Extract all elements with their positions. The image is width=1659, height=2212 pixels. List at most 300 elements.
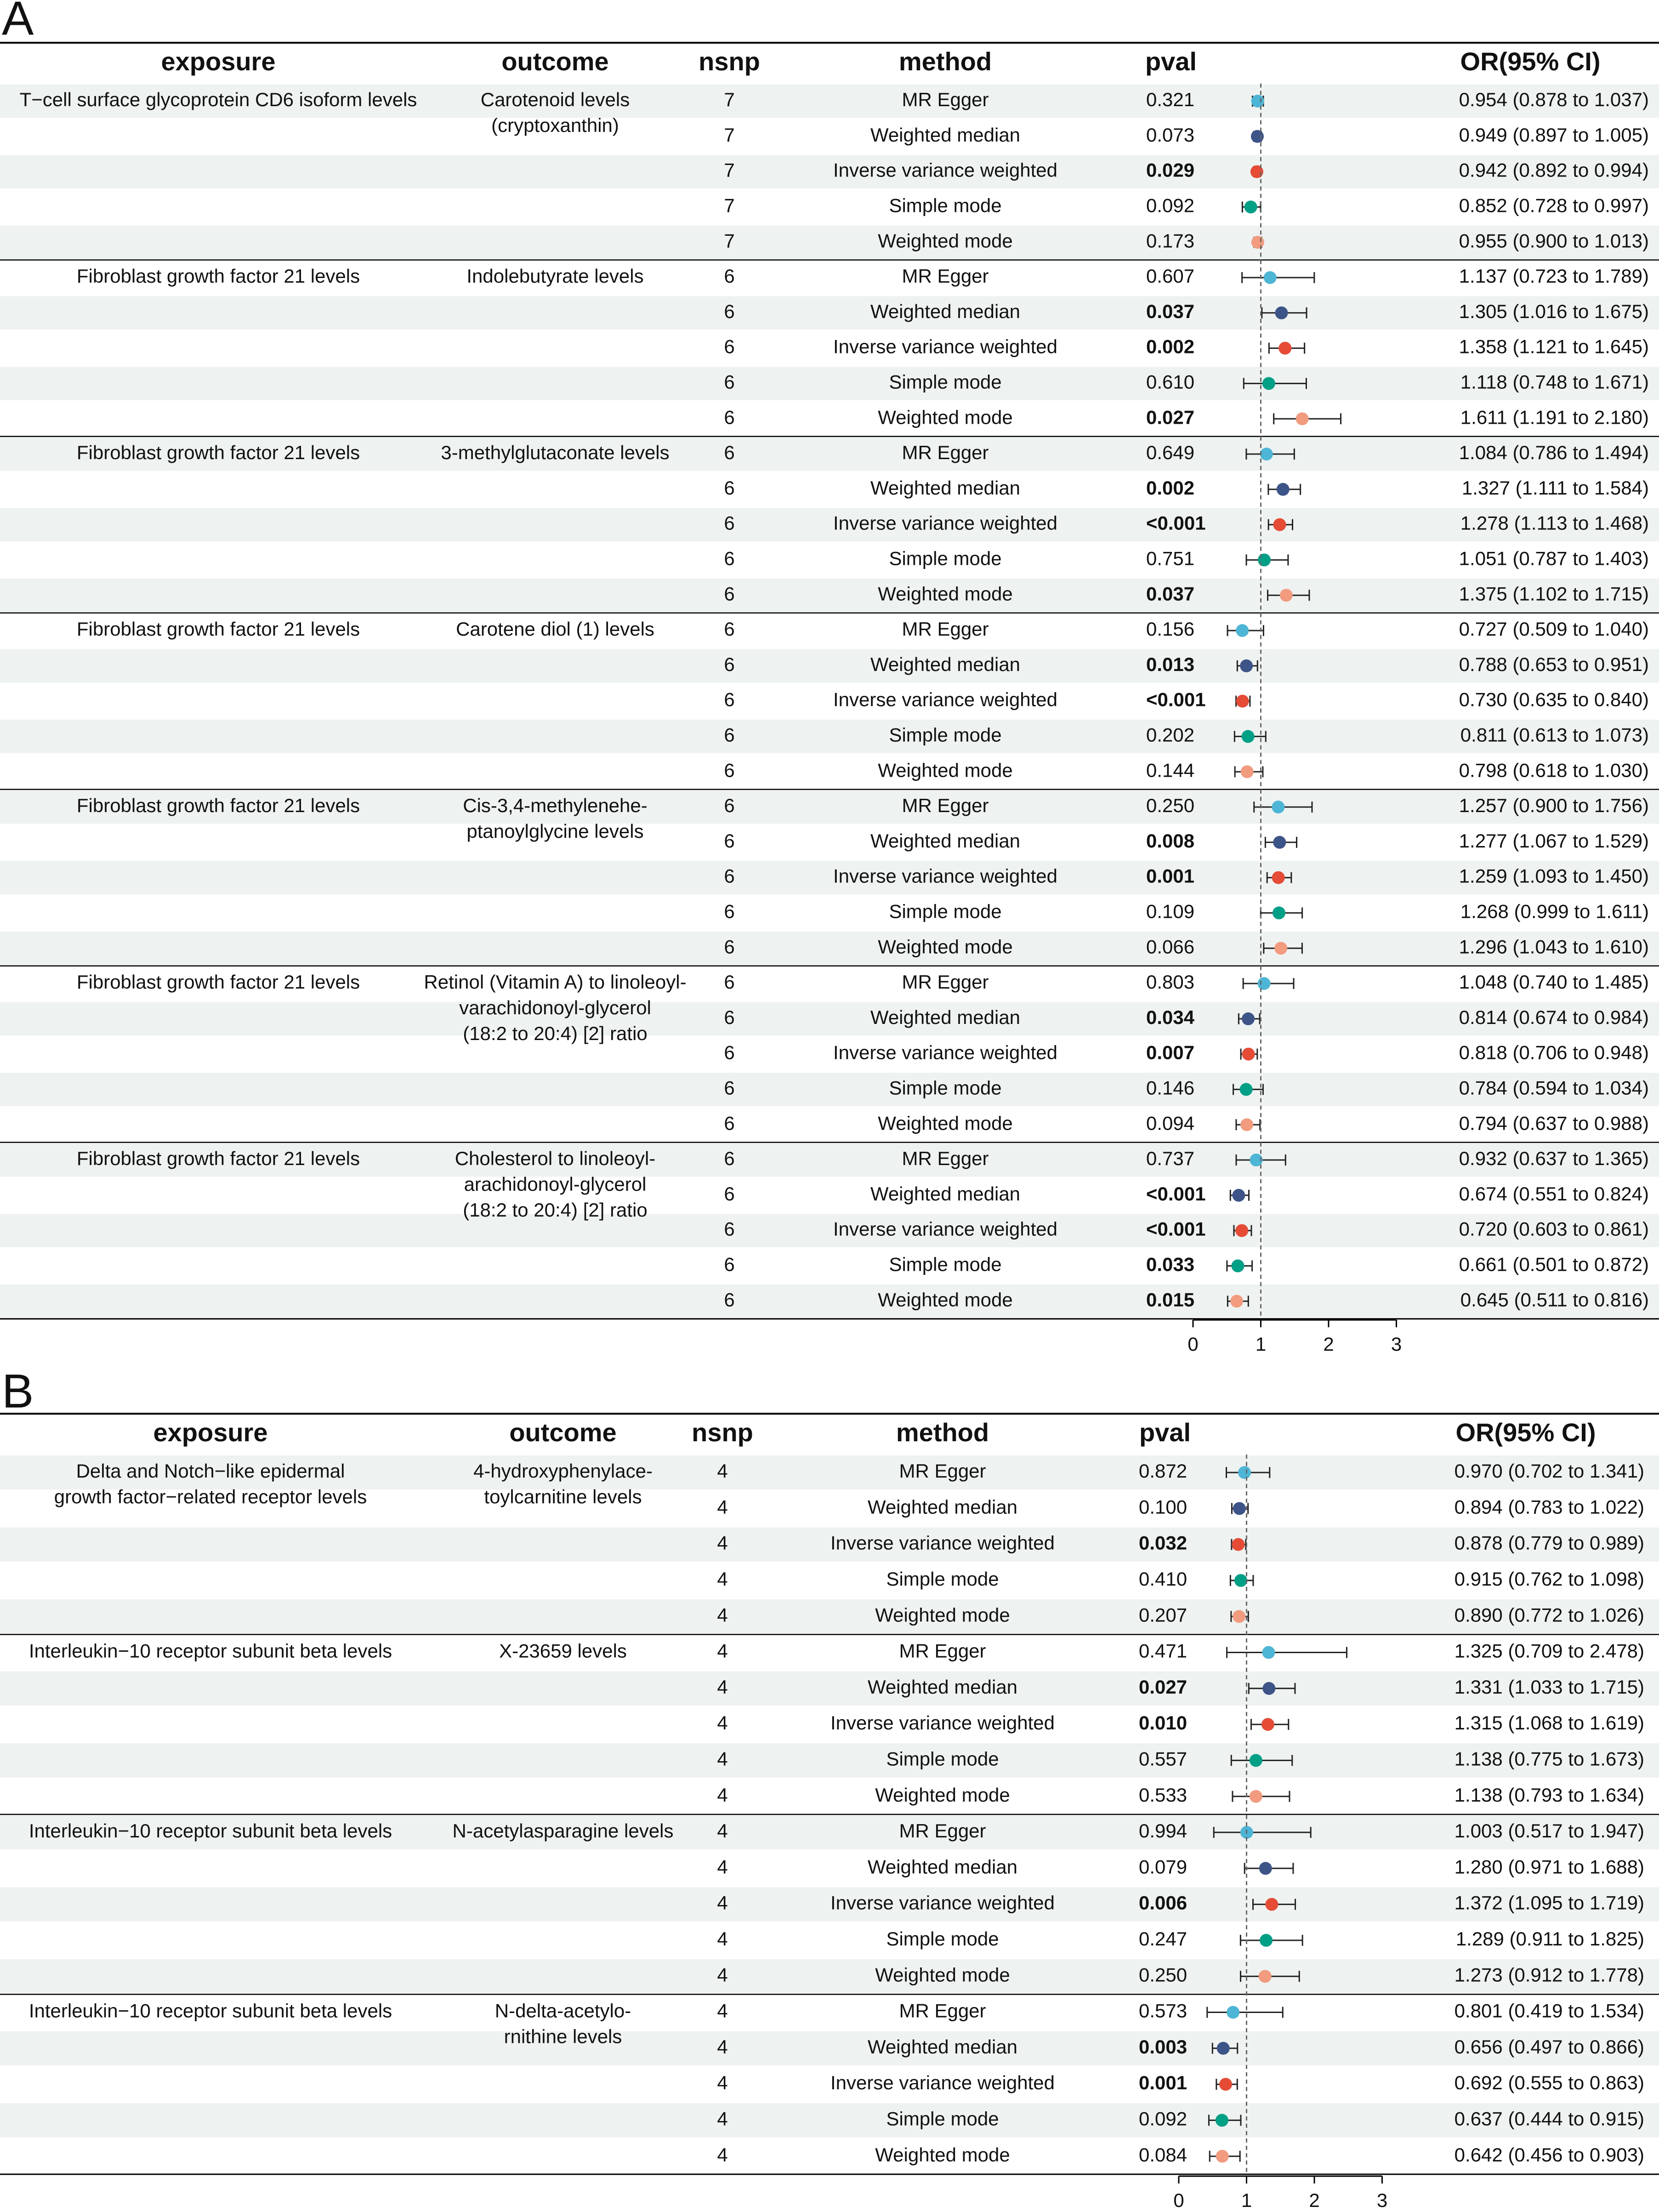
or-ci-value: 1.611 (1.191 to 2.180) (1460, 406, 1649, 428)
method-label: Weighted median (867, 1496, 1018, 1518)
method-label: Inverse variance weighted (833, 865, 1057, 887)
row-stripe (0, 508, 1659, 541)
or-ci-value: 0.878 (0.779 to 0.989) (1454, 1532, 1644, 1554)
or-ci-value: 0.661 (0.501 to 0.872) (1459, 1253, 1649, 1275)
nsnp-value: 4 (717, 1712, 728, 1734)
x-tick-label: 3 (1376, 2189, 1388, 2212)
or-point (1233, 1502, 1246, 1515)
or-ci-value: 1.138 (0.775 to 1.673) (1454, 1748, 1644, 1770)
method-label: MR Egger (899, 2000, 986, 2022)
pval-value: 0.066 (1146, 936, 1195, 958)
pval-value: 0.007 (1146, 1041, 1195, 1063)
nsnp-value: 6 (724, 1253, 735, 1275)
or-point (1250, 1754, 1262, 1767)
nsnp-value: 6 (724, 900, 735, 922)
nsnp-value: 6 (724, 688, 735, 711)
pval-value: 0.027 (1139, 1676, 1187, 1698)
nsnp-value: 4 (717, 1964, 728, 1986)
method-label: Weighted median (870, 124, 1021, 146)
pval-value: 0.006 (1139, 1892, 1187, 1914)
or-ci-value: 0.932 (0.637 to 1.365) (1459, 1148, 1649, 1170)
outcome-label: rnithine levels (504, 2025, 622, 2047)
panel-B (0, 1365, 1659, 2211)
or-ci-value: 1.289 (0.911 to 1.825) (1455, 1928, 1644, 1950)
or-ci-value: 0.730 (0.635 to 0.840) (1459, 688, 1649, 711)
or-point (1258, 977, 1271, 990)
header-or: OR(95% CI) (1460, 46, 1601, 76)
or-point (1274, 942, 1287, 955)
nsnp-value: 4 (717, 2108, 728, 2130)
or-point (1216, 2114, 1228, 2127)
or-point (1234, 1574, 1247, 1587)
row-stripe (0, 579, 1659, 612)
method-label: MR Egger (902, 265, 989, 287)
nsnp-value: 6 (724, 653, 735, 675)
outcome-label: Carotene diol (1) levels (456, 618, 654, 640)
method-label: Inverse variance weighted (833, 1218, 1057, 1240)
exposure-label: Fibroblast growth factor 21 levels (76, 442, 360, 464)
or-point (1242, 1048, 1255, 1061)
or-ci-value: 1.118 (0.748 to 1.671) (1460, 371, 1649, 393)
nsnp-value: 6 (724, 1006, 735, 1028)
outcome-label: varachidonoyl-glycerol (459, 997, 651, 1019)
method-label: Simple mode (886, 1568, 999, 1590)
pval-value: 0.803 (1146, 971, 1195, 993)
exposure-label: Fibroblast growth factor 21 levels (76, 971, 360, 993)
or-ci-value: 1.331 (1.033 to 1.715) (1454, 1676, 1644, 1698)
or-ci-value: 1.003 (0.517 to 1.947) (1454, 1820, 1644, 1842)
outcome-label: Cholesterol to linoleoyl- (455, 1148, 656, 1170)
nsnp-value: 4 (717, 2072, 728, 2094)
x-tick-label: 1 (1255, 1333, 1267, 1355)
method-label: Weighted median (870, 1183, 1021, 1205)
method-label: Inverse variance weighted (833, 335, 1057, 358)
or-point (1244, 200, 1257, 213)
or-point (1219, 2078, 1232, 2091)
method-label: Weighted median (867, 2036, 1018, 2058)
pval-value: 0.751 (1146, 547, 1195, 569)
or-point (1240, 1118, 1253, 1131)
x-tick-label: 0 (1173, 2189, 1184, 2212)
outcome-label: 3-methylglutaconate levels (441, 442, 670, 464)
pval-value: 0.156 (1146, 618, 1195, 640)
pval-value: 0.471 (1139, 1640, 1187, 1662)
exposure-label: growth factor−related receptor levels (54, 1486, 367, 1508)
outcome-label: N-delta-acetylo- (494, 2000, 631, 2022)
or-ci-value: 1.296 (1.043 to 1.610) (1459, 936, 1649, 958)
or-point (1277, 483, 1290, 496)
method-label: Simple mode (886, 1748, 999, 1770)
nsnp-value: 6 (724, 1289, 735, 1311)
nsnp-value: 4 (717, 1748, 728, 1770)
x-tick-label: 0 (1187, 1333, 1199, 1355)
outcome-label: Carotenoid levels (480, 89, 630, 111)
or-point (1258, 553, 1271, 566)
row-stripe (0, 1285, 1659, 1318)
nsnp-value: 4 (717, 1676, 728, 1698)
method-label: Weighted mode (875, 1964, 1010, 1986)
row-stripe (0, 1887, 1659, 1921)
or-point (1273, 836, 1286, 849)
header-outcome: outcome (501, 46, 609, 76)
or-point (1278, 342, 1291, 355)
pval-value: 0.872 (1139, 1460, 1187, 1482)
method-label: Simple mode (889, 724, 1002, 746)
pval-value: 0.250 (1146, 795, 1195, 817)
outcome-label: arachidonoyl-glycerol (464, 1173, 647, 1195)
or-point (1275, 307, 1288, 319)
nsnp-value: 6 (724, 936, 735, 958)
pval-value: 0.032 (1139, 1532, 1187, 1554)
nsnp-value: 6 (724, 1112, 735, 1134)
or-ci-value: 1.259 (1.093 to 1.450) (1459, 865, 1649, 887)
x-tick-label: 2 (1323, 1333, 1334, 1355)
or-point (1231, 1259, 1244, 1272)
pval-value: 0.573 (1139, 2000, 1187, 2022)
nsnp-value: 4 (717, 1820, 728, 1842)
or-point (1265, 1898, 1278, 1911)
or-point (1236, 695, 1249, 708)
nsnp-value: 6 (724, 1077, 735, 1099)
panel-label: A (2, 0, 34, 45)
method-label: Weighted mode (878, 583, 1013, 605)
row-stripe (0, 932, 1659, 965)
pval-value: 0.533 (1139, 1784, 1187, 1806)
or-ci-value: 0.794 (0.637 to 0.988) (1459, 1112, 1649, 1134)
or-ci-value: 0.942 (0.892 to 0.994) (1459, 159, 1649, 181)
pval-value: <0.001 (1146, 1183, 1206, 1205)
nsnp-value: 6 (724, 1218, 735, 1240)
method-label: Simple mode (889, 371, 1002, 393)
pval-value: 0.013 (1146, 653, 1195, 675)
method-label: MR Egger (902, 618, 989, 640)
method-label: Weighted median (867, 1676, 1018, 1698)
nsnp-value: 6 (724, 971, 735, 993)
pval-value: <0.001 (1146, 1218, 1206, 1240)
row-stripe (0, 861, 1659, 894)
nsnp-value: 4 (717, 1532, 728, 1554)
pval-value: 0.015 (1146, 1289, 1195, 1311)
nsnp-value: 4 (717, 1568, 728, 1590)
or-point (1230, 1295, 1243, 1308)
pval-value: 0.109 (1146, 900, 1195, 922)
pval-value: 0.649 (1146, 442, 1195, 464)
nsnp-value: 4 (717, 1640, 728, 1662)
nsnp-value: 4 (717, 1892, 728, 1914)
method-label: Weighted mode (878, 936, 1013, 958)
or-point (1262, 377, 1275, 390)
method-label: Simple mode (889, 1077, 1002, 1099)
or-ci-value: 0.949 (0.897 to 1.005) (1459, 124, 1649, 146)
or-point (1240, 1083, 1253, 1096)
pval-value: 0.079 (1139, 1856, 1187, 1878)
pval-value: 0.010 (1139, 1712, 1187, 1734)
or-ci-value: 1.375 (1.102 to 1.715) (1459, 583, 1649, 605)
or-ci-value: 0.890 (0.772 to 1.026) (1454, 1604, 1644, 1626)
method-label: Weighted median (870, 477, 1021, 499)
header-outcome: outcome (509, 1417, 617, 1447)
row-stripe (0, 1527, 1659, 1561)
row-stripe (0, 296, 1659, 330)
header-method: method (898, 46, 992, 76)
method-label: Weighted mode (878, 230, 1013, 252)
pval-value: 0.034 (1146, 1006, 1195, 1028)
or-ci-value: 0.955 (0.900 to 1.013) (1459, 230, 1649, 252)
pval-value: 0.008 (1146, 830, 1195, 852)
pval-value: 0.029 (1146, 159, 1195, 181)
exposure-label: Delta and Notch−like epidermal (76, 1460, 345, 1482)
or-ci-value: 1.325 (0.709 to 2.478) (1454, 1640, 1644, 1662)
method-label: Inverse variance weighted (833, 1041, 1057, 1063)
pval-value: 0.410 (1139, 1568, 1187, 1590)
nsnp-value: 6 (724, 371, 735, 393)
or-point (1235, 1224, 1248, 1237)
pval-value: 0.557 (1139, 1748, 1187, 1770)
pval-value: 0.001 (1139, 2072, 1187, 2094)
nsnp-value: 6 (724, 865, 735, 887)
nsnp-value: 7 (724, 124, 735, 146)
nsnp-value: 6 (724, 335, 735, 358)
or-ci-value: 0.954 (0.878 to 1.037) (1459, 89, 1649, 111)
nsnp-value: 7 (724, 159, 735, 181)
or-ci-value: 0.645 (0.511 to 0.816) (1460, 1289, 1649, 1311)
or-ci-value: 1.280 (0.971 to 1.688) (1454, 1856, 1644, 1878)
or-ci-value: 1.277 (1.067 to 1.529) (1459, 830, 1649, 852)
or-ci-value: 0.674 (0.551 to 0.824) (1459, 1183, 1649, 1205)
or-ci-value: 0.637 (0.444 to 0.915) (1454, 2108, 1644, 2130)
nsnp-value: 6 (724, 406, 735, 428)
or-ci-value: 1.358 (1.121 to 1.645) (1459, 335, 1649, 358)
method-label: Weighted median (867, 1856, 1018, 1878)
or-ci-value: 1.305 (1.016 to 1.675) (1459, 300, 1649, 322)
row-stripe (0, 1073, 1659, 1106)
method-label: Simple mode (889, 900, 1002, 922)
nsnp-value: 6 (724, 1148, 735, 1170)
or-ci-value: 0.784 (0.594 to 1.034) (1459, 1077, 1649, 1099)
nsnp-value: 4 (717, 1460, 728, 1482)
method-label: Weighted mode (875, 1604, 1010, 1626)
or-point (1259, 1862, 1272, 1875)
row-stripe (0, 1743, 1659, 1777)
nsnp-value: 6 (724, 724, 735, 746)
row-stripe (0, 649, 1659, 682)
pval-value: 0.027 (1146, 406, 1195, 428)
or-ci-value: 1.084 (0.786 to 1.494) (1459, 442, 1649, 464)
method-label: Weighted mode (878, 1289, 1013, 1311)
nsnp-value: 6 (724, 583, 735, 605)
method-label: Simple mode (886, 1928, 999, 1950)
nsnp-value: 6 (724, 265, 735, 287)
pval-value: 0.073 (1146, 124, 1195, 146)
outcome-label: X-23659 levels (499, 1640, 627, 1662)
method-label: Simple mode (889, 1253, 1002, 1275)
outcome-label: Cis-3,4-methylenehe- (463, 795, 648, 817)
or-point (1251, 95, 1264, 108)
or-point (1251, 236, 1264, 249)
pval-value: 0.092 (1146, 194, 1195, 216)
or-ci-value: 0.656 (0.497 to 0.866) (1454, 2036, 1644, 2058)
pval-value: 0.144 (1146, 759, 1195, 781)
outcome-label: (18:2 to 20:4) [2] ratio (463, 1023, 648, 1045)
or-ci-value: 0.818 (0.706 to 0.948) (1459, 1041, 1649, 1063)
method-label: Weighted median (870, 1006, 1021, 1028)
exposure-label: Interleukin−10 receptor subunit beta levels (28, 1820, 392, 1842)
row-stripe (0, 720, 1659, 753)
x-tick-label: 2 (1309, 2189, 1320, 2212)
method-label: Inverse variance weighted (830, 1532, 1055, 1554)
nsnp-value: 6 (724, 1041, 735, 1063)
or-ci-value: 1.327 (1.111 to 1.584) (1461, 477, 1649, 499)
row-stripe (0, 1672, 1659, 1706)
method-label: Weighted mode (878, 406, 1013, 428)
panel-label: B (2, 1365, 34, 1418)
pval-value: 0.250 (1139, 1964, 1187, 1986)
or-point (1261, 1718, 1274, 1731)
method-label: Inverse variance weighted (833, 159, 1057, 181)
or-point (1251, 130, 1264, 143)
row-stripe (0, 1214, 1659, 1247)
x-tick-label: 3 (1391, 1333, 1402, 1355)
exposure-label: T−cell surface glycoprotein CD6 isoform levels (19, 89, 417, 111)
or-point (1232, 1189, 1245, 1202)
row-stripe (0, 2103, 1659, 2137)
or-point (1241, 765, 1254, 778)
or-ci-value: 0.852 (0.728 to 0.997) (1459, 194, 1649, 216)
pval-value: 0.202 (1146, 724, 1195, 746)
or-ci-value: 0.642 (0.456 to 0.903) (1454, 2144, 1644, 2166)
nsnp-value: 6 (724, 618, 735, 640)
or-point (1238, 1466, 1251, 1479)
or-ci-value: 0.798 (0.618 to 1.030) (1459, 759, 1649, 781)
method-label: Inverse variance weighted (830, 1892, 1055, 1914)
nsnp-value: 6 (724, 830, 735, 852)
nsnp-value: 6 (724, 300, 735, 322)
row-stripe (0, 155, 1659, 188)
outcome-label: Indolebutyrate levels (466, 265, 644, 287)
exposure-label: Fibroblast growth factor 21 levels (76, 618, 360, 640)
or-point (1236, 624, 1249, 637)
or-ci-value: 1.268 (0.999 to 1.611) (1460, 900, 1649, 922)
method-label: MR Egger (902, 971, 989, 993)
nsnp-value: 4 (717, 2144, 728, 2166)
or-point (1273, 906, 1285, 919)
or-ci-value: 1.051 (0.787 to 1.403) (1459, 547, 1649, 569)
or-point (1217, 2042, 1230, 2055)
method-label: MR Egger (899, 1640, 986, 1662)
method-label: Weighted median (870, 830, 1021, 852)
nsnp-value: 6 (724, 759, 735, 781)
or-point (1280, 589, 1293, 602)
or-point (1260, 448, 1273, 461)
or-point (1240, 660, 1253, 672)
pval-value: 0.037 (1146, 583, 1195, 605)
or-ci-value: 0.727 (0.509 to 1.040) (1459, 618, 1649, 640)
row-stripe (0, 2031, 1659, 2065)
or-ci-value: 0.811 (0.613 to 1.073) (1460, 724, 1649, 746)
pval-value: 0.737 (1146, 1148, 1195, 1170)
outcome-label: 4-hydroxyphenylace- (473, 1460, 653, 1482)
method-label: Weighted mode (875, 2144, 1010, 2166)
or-point (1242, 730, 1255, 743)
header-method: method (896, 1417, 989, 1447)
method-label: Weighted median (870, 653, 1021, 675)
header-exposure: exposure (161, 46, 276, 76)
outcome-label: Retinol (Vitamin A) to linoleoyl- (424, 971, 687, 993)
nsnp-value: 7 (724, 194, 735, 216)
or-ci-value: 1.257 (0.900 to 1.756) (1459, 795, 1649, 817)
pval-value: 0.002 (1146, 477, 1195, 499)
method-label: Simple mode (889, 547, 1002, 569)
or-ci-value: 0.788 (0.653 to 0.951) (1459, 653, 1649, 675)
or-ci-value: 0.801 (0.419 to 1.534) (1454, 2000, 1644, 2022)
or-ci-value: 1.278 (1.113 to 1.468) (1460, 512, 1649, 534)
nsnp-value: 7 (724, 89, 735, 111)
nsnp-value: 6 (724, 795, 735, 817)
outcome-label: (cryptoxanthin) (491, 114, 619, 136)
pval-value: 0.033 (1146, 1253, 1195, 1275)
method-label: Simple mode (889, 194, 1002, 216)
header-pval: pval (1145, 46, 1197, 76)
or-ci-value: 0.692 (0.555 to 0.863) (1454, 2072, 1644, 2094)
pval-value: 0.173 (1146, 230, 1195, 252)
or-point (1260, 1934, 1273, 1947)
pval-value: <0.001 (1146, 688, 1206, 711)
pval-value: 0.100 (1139, 1496, 1187, 1518)
method-label: MR Egger (902, 442, 989, 464)
outcome-label: toylcarnitine levels (484, 1486, 642, 1508)
outcome-label: (18:2 to 20:4) [2] ratio (463, 1199, 648, 1221)
row-stripe (0, 1002, 1659, 1035)
method-label: Inverse variance weighted (833, 688, 1057, 711)
nsnp-value: 6 (724, 1183, 735, 1205)
method-label: MR Egger (899, 1460, 986, 1482)
or-point (1259, 1970, 1272, 1983)
or-point (1272, 801, 1284, 813)
header-nsnp: nsnp (692, 1417, 753, 1447)
exposure-label: Interleukin−10 receptor subunit beta levels (28, 1640, 392, 1662)
exposure-label: Fibroblast growth factor 21 levels (76, 795, 360, 817)
or-point (1250, 1790, 1262, 1803)
or-point (1216, 2150, 1229, 2163)
row-stripe (0, 1959, 1659, 1993)
nsnp-value: 4 (717, 2036, 728, 2058)
pval-value: 0.092 (1139, 2108, 1187, 2130)
pval-value: 0.994 (1139, 1820, 1187, 1842)
method-label: Weighted mode (878, 1112, 1013, 1134)
outcome-label: N-acetylasparagine levels (452, 1820, 674, 1842)
or-point (1296, 412, 1309, 425)
or-ci-value: 1.372 (1.095 to 1.719) (1454, 1892, 1644, 1914)
or-ci-value: 1.315 (1.068 to 1.619) (1454, 1712, 1644, 1734)
or-ci-value: 0.970 (0.702 to 1.341) (1454, 1460, 1644, 1482)
or-ci-value: 1.137 (0.723 to 1.789) (1459, 265, 1649, 287)
method-label: Weighted mode (875, 1784, 1010, 1806)
pval-value: 0.247 (1139, 1928, 1187, 1950)
row-stripe (0, 367, 1659, 400)
or-ci-value: 1.273 (0.912 to 1.778) (1454, 1964, 1644, 1986)
or-ci-value: 1.048 (0.740 to 1.485) (1459, 971, 1649, 993)
header-nsnp: nsnp (699, 46, 760, 76)
header-or: OR(95% CI) (1455, 1417, 1596, 1447)
pval-value: 0.084 (1139, 2144, 1187, 2166)
nsnp-value: 4 (717, 1496, 728, 1518)
nsnp-value: 6 (724, 512, 735, 534)
or-point (1264, 271, 1277, 284)
nsnp-value: 6 (724, 477, 735, 499)
or-ci-value: 0.894 (0.783 to 1.022) (1454, 1496, 1644, 1518)
nsnp-value: 4 (717, 1856, 728, 1878)
or-point (1262, 1682, 1275, 1695)
